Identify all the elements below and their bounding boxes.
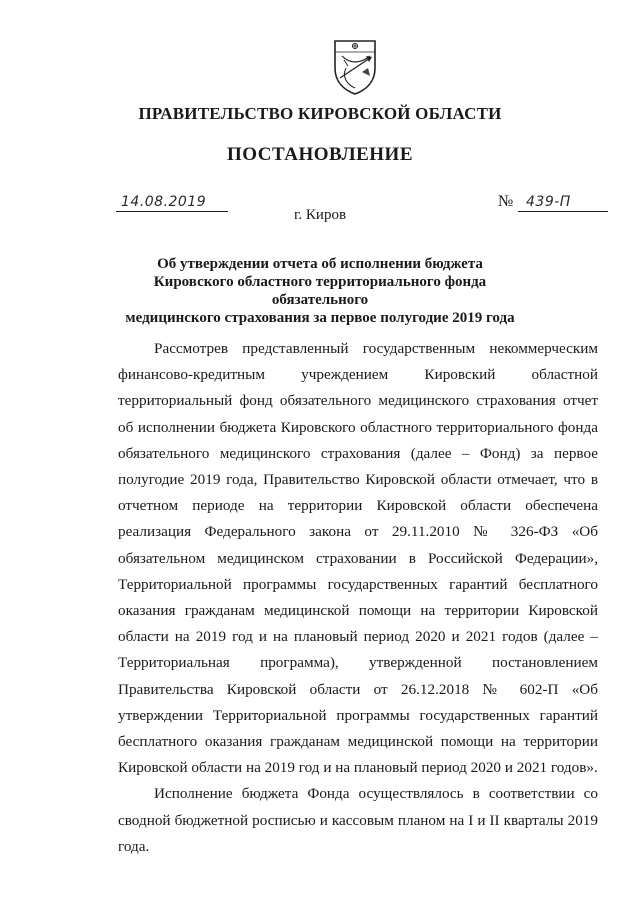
subject-line-2: Кировского областного территориального фонда обязательного [153, 274, 487, 308]
city-name: г. Киров [293, 207, 347, 223]
document-body [118, 336, 598, 860]
document-subject [110, 255, 530, 327]
body-paragraph-1: Рассмотрев представленный государственным некоммерческим финансово-кредитным учреждением Кировский областной территориальный фонд обязательного медицинского страхования отчет об исполнении бюджета Кировского областного территориального фонда обязательного медицинского страхования (далее – Фонд) за первое полугодие 2019 года, Правительство Кировской области отмечает, что в отчетном периоде на территории Кировской области обеспечена реализация Федерального закона от 29.11.2010 № 326-ФЗ «Об обязательном медицинском страховании в Российской Федерации», Территориальной программы государственных гарантий бесплатного оказания гражданам медицинской помощи на территории Кировской области на 2019 год и на плановый период 2020 и 2021 годов (далее – Территориальная программа), утвержденной постановлением Правительства Кировской области от 26.12.2018 № 602-П «Об утверждении Территориальной программы государственных гарантий бесплатного оказания гражданам медицинской помощи на территории Кировской области на 2019 год и на плановый период 2020 и 2021 годов». [118, 340, 598, 777]
government-title: ПРАВИТЕЛЬСТВО КИРОВСКОЙ ОБЛАСТИ [138, 104, 502, 123]
document-number: 439-П [526, 194, 571, 210]
number-label: № [498, 193, 514, 210]
body-paragraph-2: Исполнение бюджета Фонда осуществлялось в соответствии со сводной бюджетной росписью и кассовым планом на I и II кварталы 2019 года. [118, 785, 598, 855]
subject-line-1: Об утверждении отчета об исполнении бюджета [157, 256, 483, 272]
subject-line-3: медицинского страхования за первое полугодие 2019 года [125, 310, 515, 326]
document-type-title: ПОСТАНОВЛЕНИЕ [226, 144, 414, 165]
kirov-coat-of-arms-icon [332, 38, 378, 96]
document-date: 14.08.2019 [121, 194, 207, 210]
